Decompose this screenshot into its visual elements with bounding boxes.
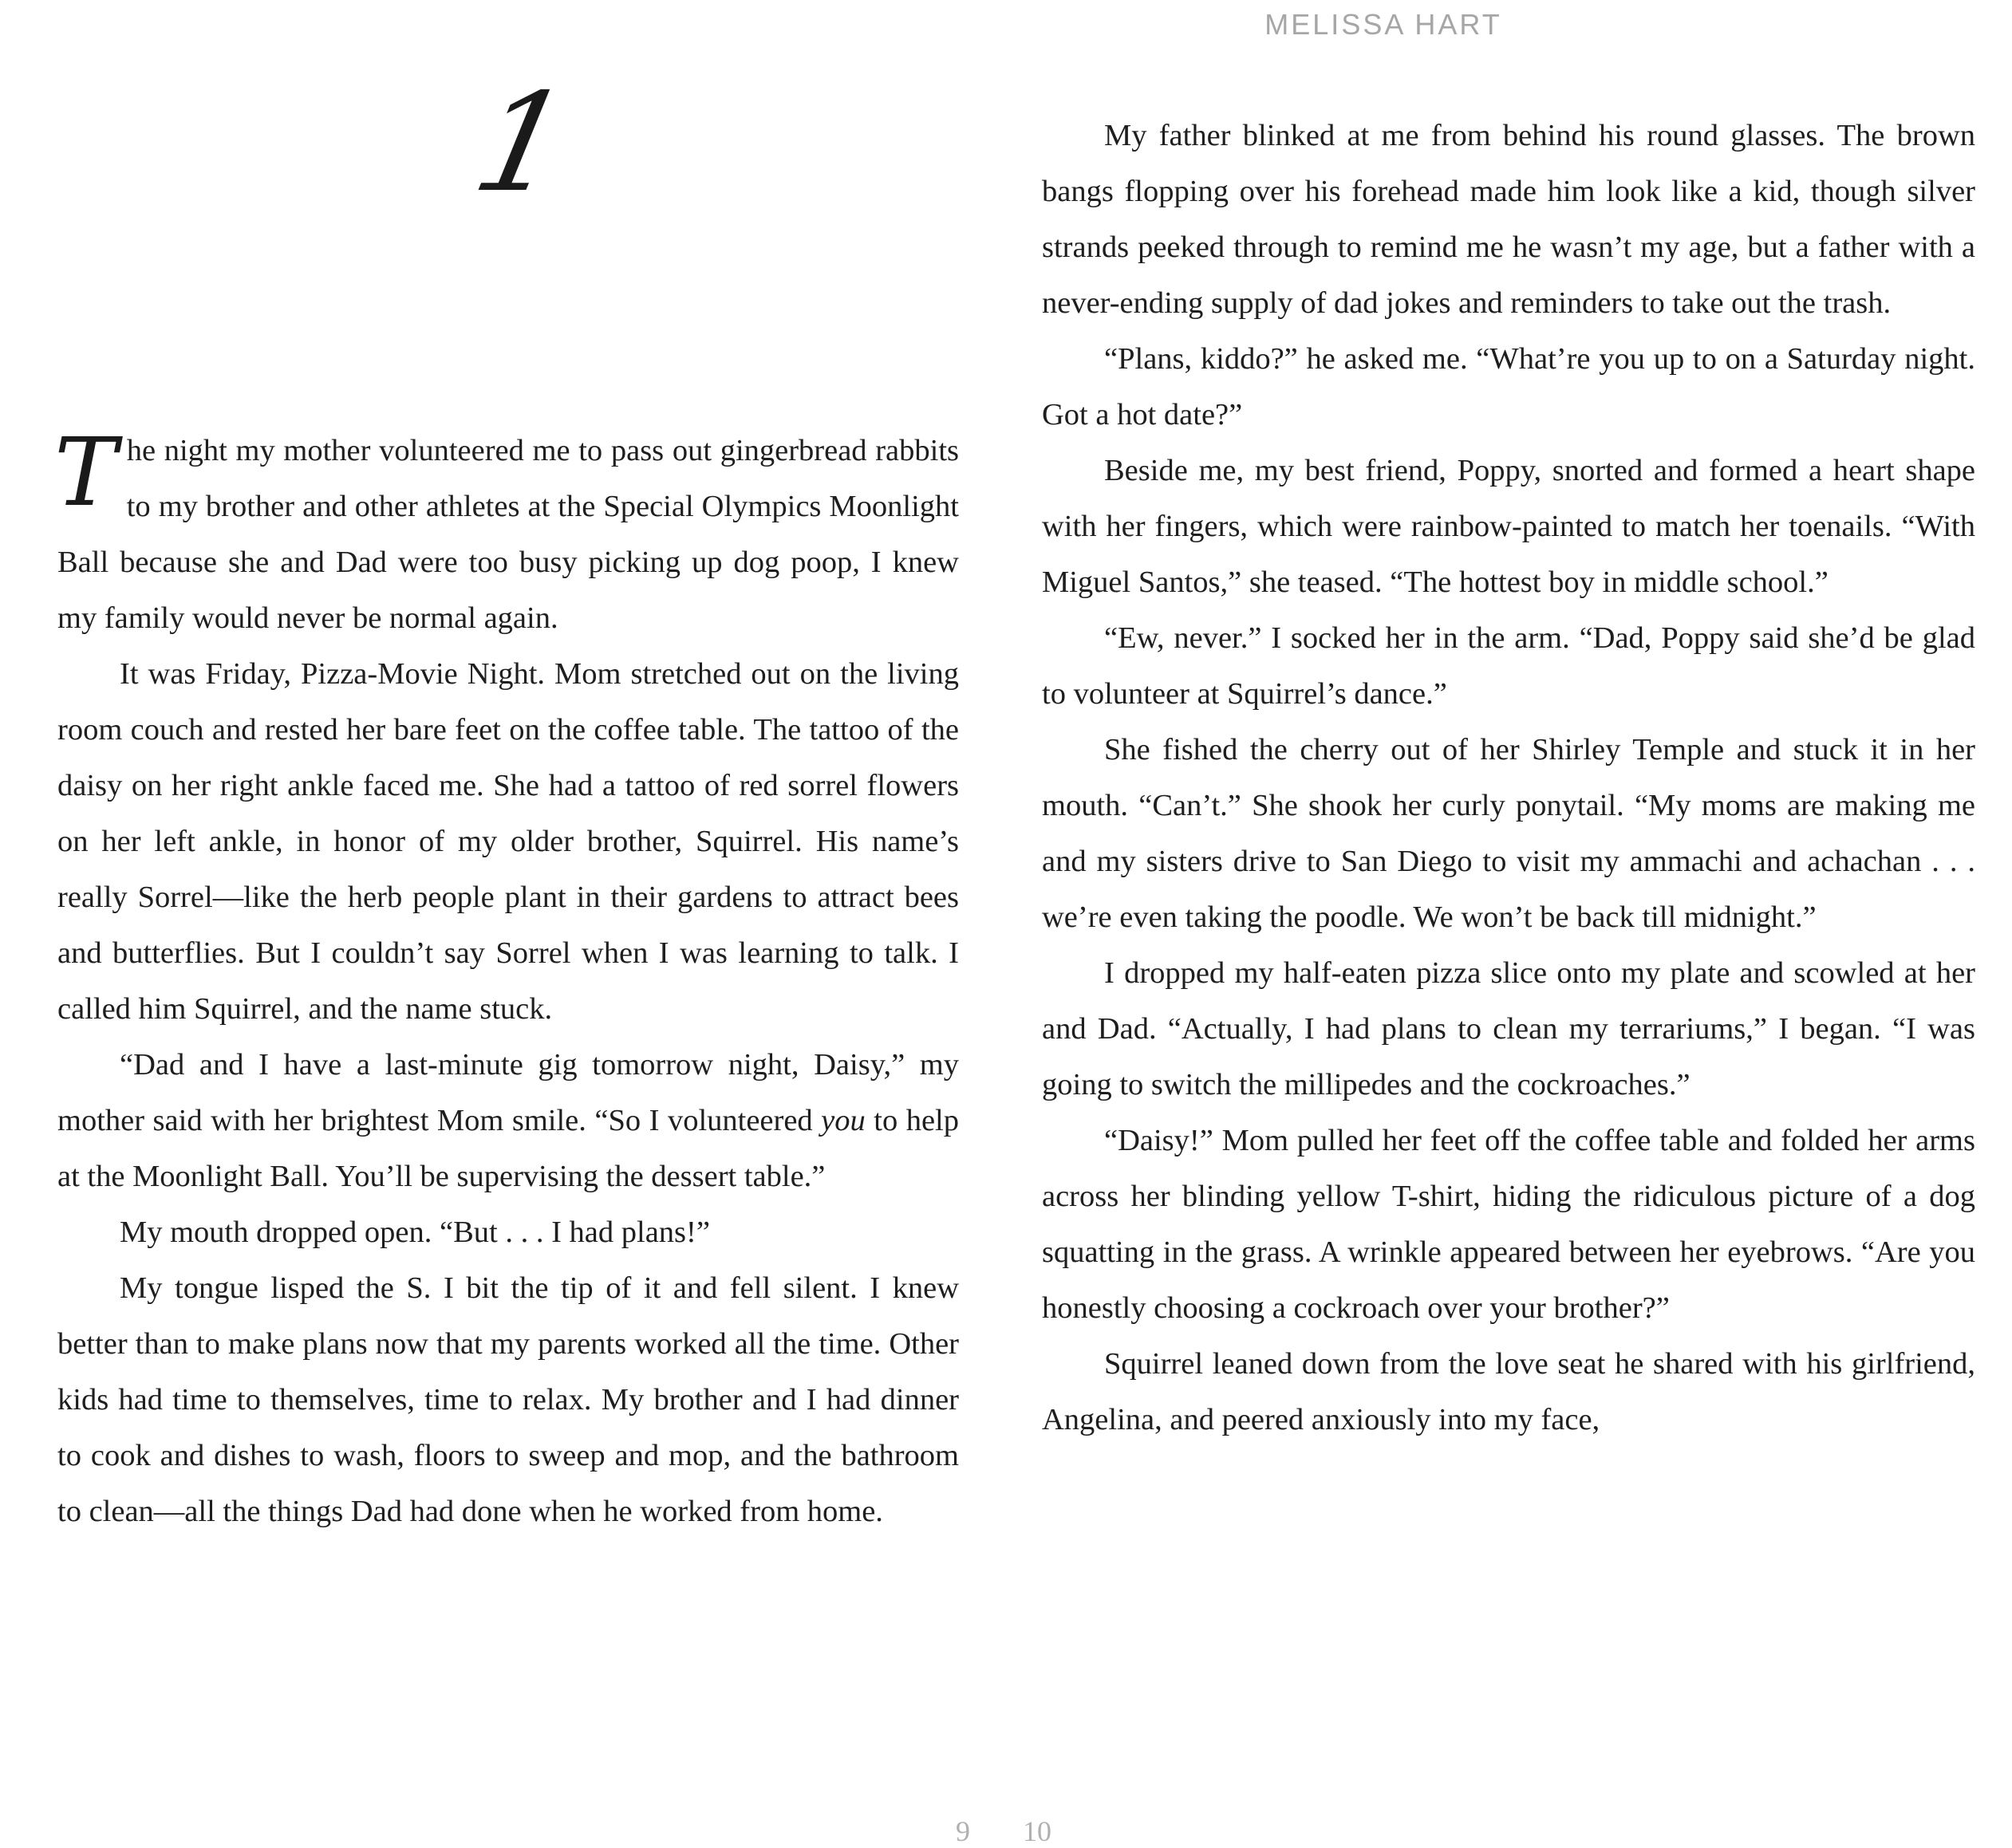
paragraph: My father blinked at me from behind his round glasses. The brown bangs flopping over his forehead made him look like a kid, though silver strands peeked through to remind me he wasn’t my age, but a father with a never-ending supply of dad jokes and reminders to take out the trash. xyxy=(1042,119,1975,320)
paragraph: My mouth dropped open. “But . . . I had plans!” xyxy=(120,1216,710,1249)
paragraph: My tongue lisped the S. I bit the tip of it and fell silent. I knew better than to make plans now that my parents worked all the time. Other kids had time to themselves, time to relax. My brother and I had dinner to cook and dishes to wash, floors to sweep and mop, and the bathroom to clean—all the things Dad had done when he worked from home. xyxy=(57,1271,959,1528)
paragraph: “Ew, never.” I socked her in the arm. “Dad, Poppy said she’d be glad to volunteer at Squirrel’s dance.” xyxy=(1042,621,1975,711)
paragraph xyxy=(57,1037,959,1204)
page-number-right: 10 xyxy=(1023,1815,1051,1847)
left-page xyxy=(0,0,1006,1846)
paragraph: Squirrel leaned down from the love seat he shared with his girlfriend, Angelina, and peered anxiously into my face, xyxy=(1042,1347,1975,1436)
paragraph: “Daisy!” Mom pulled her feet off the coffee table and folded her arms across her blinding yellow T-shirt, hiding the ridiculous picture of a dog squatting in the grass. A wrinkle appeared between her eyebrows. “Are you honestly choosing a cockroach over your brother?” xyxy=(1042,1124,1975,1325)
paragraph: “Plans, kiddo?” he asked me. “What’re you up to on a Saturday night. Got a hot date?” xyxy=(1042,342,1975,431)
paragraph-text: to help at the Moonlight Ball. You’ll be supervising the dessert table.” xyxy=(57,1104,959,1193)
right-page xyxy=(1006,0,2012,1846)
drop-cap: T xyxy=(54,417,117,527)
right-page-text xyxy=(1042,108,1975,1448)
chapter-number: 1 xyxy=(461,65,582,223)
left-page-text xyxy=(54,417,959,1539)
running-head-text: MELISSA HART xyxy=(1264,8,1502,41)
paragraph: It was Friday, Pizza-Movie Night. Mom stretched out on the living room couch and rested her bare feet on the coffee table. The tattoo of the daisy on her right ankle faced me. She had a tattoo of red sorrel flowers on her left ankle, in honor of my older brother, Squirrel. His name’s really Sorrel—like the herb people plant in their gardens to attract bees and butterflies. But I couldn’t say Sorrel when I was learning to talk. I called him Squirrel, and the name stuck. xyxy=(57,657,959,1026)
emphasis-text: you xyxy=(821,1104,866,1137)
paragraph: Beside me, my best friend, Poppy, snorted and formed a heart shape with her fingers, which were rainbow-painted to match her toenails. “With Miguel Santos,” she teased. “The hottest boy in middle school.” xyxy=(1042,454,1975,599)
paragraph: She fished the cherry out of her Shirley Temple and stuck it in her mouth. “Can’t.” She shook her curly ponytail. “My moms are making me and my sisters drive to San Diego to visit my ammachi and achachan . . . we’re even taking the poodle. We won’t be back till midnight.” xyxy=(1042,733,1975,934)
page-number-left: 9 xyxy=(956,1815,970,1847)
paragraph: I dropped my half-eaten pizza slice onto my plate and scowled at her and Dad. “Actually, I had plans to clean my terrariums,” I began. “I was going to switch the millipedes and the cockroaches.” xyxy=(1042,956,1975,1101)
paragraph-text: “Dad and I have a last-minute gig tomorrow night, Daisy,” my mother said with her brightest Mom smile. “So I volunteered xyxy=(57,1048,959,1137)
opening-paragraph xyxy=(54,417,959,646)
paragraph-text: he night my mother volunteered me to pass out gingerbread rabbits to my brother and other athletes at the Special Olympics Moonlight Ball because she and Dad were too busy picking up dog poop, I knew my family would never be normal again. xyxy=(57,434,959,635)
